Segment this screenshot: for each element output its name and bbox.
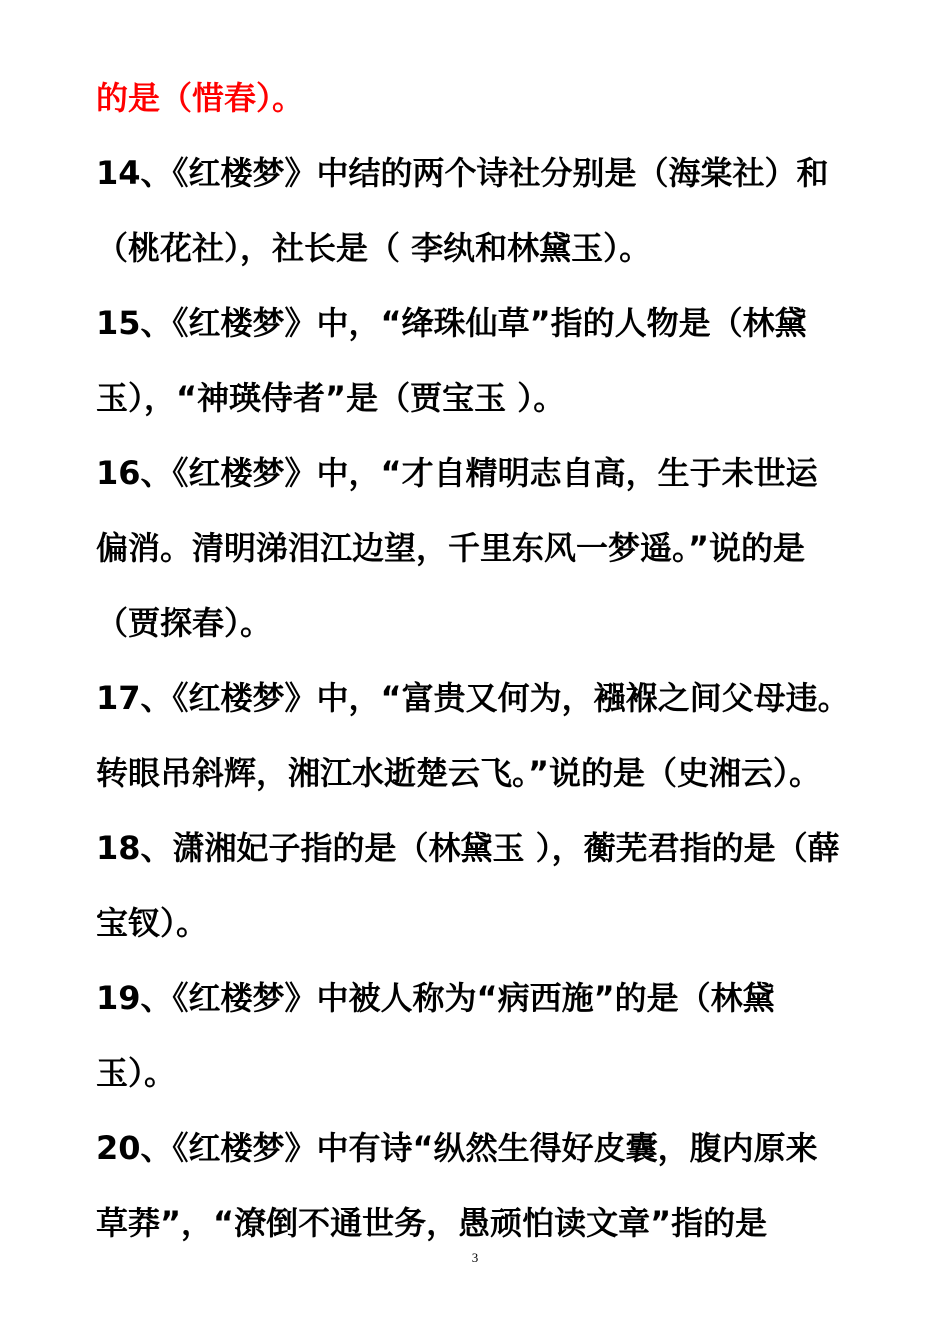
question-20-line-2: 草莽”，“潦倒不通世务，愚顽怕读文章”指的是 xyxy=(96,1204,768,1242)
question-20-line-1: 20、《红楼梦》中有诗“纵然生得好皮囊，腹内原来 xyxy=(96,1129,818,1167)
answer-line-13-end: 的是（惜春）。 xyxy=(96,79,305,117)
question-19-line-1: 19、《红楼梦》中被人称为“病西施”的是（林黛 xyxy=(96,979,775,1017)
page-number: 3 xyxy=(471,1250,479,1265)
question-18-line-2: 宝钗）。 xyxy=(96,904,209,942)
question-14-line-1: 14、《红楼梦》中结的两个诗社分别是（海棠社）和 xyxy=(96,154,829,192)
question-16-line-1: 16、《红楼梦》中，“才自精明志自高，生于未世运 xyxy=(96,454,818,492)
question-18-line-1: 18、潇湘妃子指的是（林黛玉 ），蘅芜君指的是（薛 xyxy=(96,829,840,867)
question-15-line-2: 玉），“神瑛侍者”是（贾宝玉 ）。 xyxy=(96,379,566,417)
question-14-line-2: （桃花社），社长是（ 李纨和林黛玉）。 xyxy=(96,229,652,267)
question-19-line-2: 玉）。 xyxy=(96,1054,177,1092)
question-17-line-2: 转眼吊斜辉，湘江水逝楚云飞。”说的是（史湘云）。 xyxy=(96,754,822,792)
question-16-line-3: （贾探春）。 xyxy=(96,604,273,642)
question-17-line-1: 17、《红楼梦》中，“富贵又何为，襁褓之间父母违。 xyxy=(96,679,850,717)
question-16-line-2: 偏消。清明涕泪江边望，千里东风一梦遥。”说的是 xyxy=(96,529,806,567)
question-15-line-1: 15、《红楼梦》中，“绛珠仙草”指的人物是（林黛 xyxy=(96,304,807,342)
